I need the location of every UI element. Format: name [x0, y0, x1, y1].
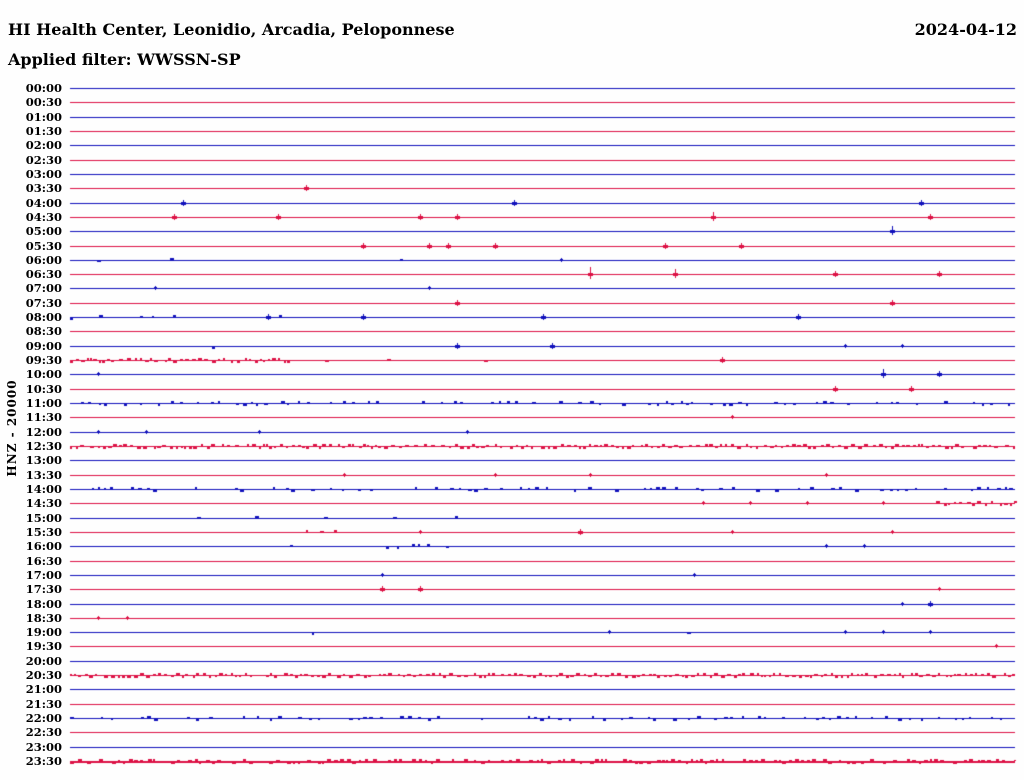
time-label: 05:00 [25, 224, 62, 239]
applied-filter-label: Applied filter: WWSSN-SP [8, 50, 241, 69]
time-label: 06:00 [25, 252, 62, 267]
time-label: 19:00 [25, 625, 62, 640]
time-label: 18:30 [25, 610, 62, 625]
time-label: 07:00 [25, 281, 62, 296]
time-label: 13:00 [25, 453, 62, 468]
time-label: 21:00 [25, 682, 62, 697]
time-label: 12:30 [25, 439, 62, 453]
time-label: 23:30 [25, 754, 62, 769]
time-label: 09:00 [25, 338, 62, 353]
time-label: 22:00 [25, 711, 62, 726]
time-label: 01:00 [25, 109, 62, 124]
time-label: 15:30 [25, 524, 62, 539]
time-label: 08:30 [25, 324, 62, 339]
time-label: 16:30 [25, 553, 62, 568]
time-label: 20:30 [25, 668, 62, 683]
time-label: 08:00 [25, 310, 62, 325]
time-label: 02:30 [25, 152, 62, 167]
time-label: 17:00 [25, 567, 62, 582]
time-label: 22:30 [25, 725, 62, 740]
time-label: 04:00 [25, 195, 62, 210]
time-label: 02:00 [25, 138, 62, 153]
time-label: 14:30 [25, 496, 62, 511]
time-label: 10:30 [25, 381, 62, 396]
time-label: 21:30 [25, 696, 62, 711]
time-label: 11:00 [25, 396, 62, 411]
time-label: 06:30 [25, 267, 62, 282]
time-label: 03:00 [25, 166, 62, 181]
time-label: 00:00 [25, 81, 62, 95]
channel-axis-label: HNZ - 20000 [5, 379, 19, 477]
time-label: 13:30 [25, 467, 62, 482]
time-label: 23:00 [25, 739, 62, 754]
time-label: 20:00 [25, 653, 62, 668]
time-label: 00:30 [25, 95, 62, 110]
time-label: 14:00 [25, 481, 62, 496]
time-label: 11:30 [25, 410, 62, 425]
page-title: HI Health Center, Leonidio, Arcadia, Peloponnese [8, 20, 455, 39]
time-label: 17:30 [25, 582, 62, 597]
record-date: 2024-04-12 [914, 20, 1017, 39]
time-label: 07:30 [25, 295, 62, 310]
time-label: 05:30 [25, 238, 62, 253]
time-label: 18:00 [25, 596, 62, 611]
time-label: 16:00 [25, 539, 62, 554]
time-label: 12:00 [25, 424, 62, 439]
time-label: 04:30 [25, 209, 62, 224]
time-label: 09:30 [25, 353, 62, 368]
time-label: 10:00 [25, 367, 62, 382]
time-label: 15:00 [25, 510, 62, 525]
time-label: 19:30 [25, 639, 62, 654]
time-label: 01:30 [25, 123, 62, 138]
time-label: 03:30 [25, 181, 62, 196]
